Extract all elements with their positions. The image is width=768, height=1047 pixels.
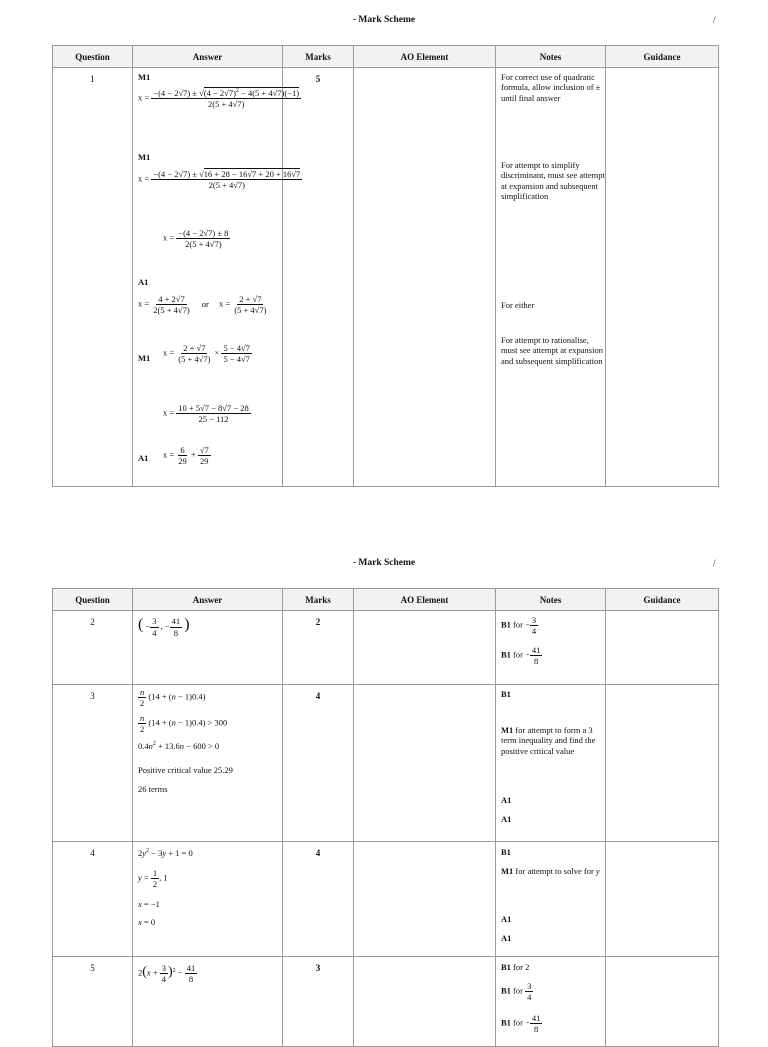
answer-cell (133, 68, 301, 487)
ao-element-cell (354, 685, 496, 842)
notes-cell (496, 68, 606, 487)
note: For attempt to rationalise, must see attempt at expansion and subsequent simplification (501, 335, 603, 366)
guidance-cell (606, 611, 719, 685)
col-answer: Answer (133, 589, 283, 611)
col-marks: Marks (283, 46, 354, 68)
quadratic-formula: x = $\frac{-(4 - 2√7) \pm √(4 - 2√7)^2 - 4(5 + 4√7)(-1)}{2(5 + 4√7)}$ (138, 88, 300, 110)
note: B1 for − $\frac{41}{8}$ (501, 645, 541, 667)
note: A1 (501, 814, 512, 824)
note: A1 (501, 795, 512, 805)
col-ao-element: AO Element (354, 589, 496, 611)
notes-cell (496, 611, 606, 685)
answer-cell (133, 957, 283, 1047)
table-row (53, 685, 719, 842)
answer-cell (133, 685, 283, 842)
note: For either (501, 300, 535, 310)
question-number: 1 (53, 68, 133, 487)
answer-line: $\frac{n}{2}$ (14 + (n − 1)0.4) (140, 687, 206, 709)
note: For attempt to simplify discriminant, must see attempt at expansion and subsequent simplification (501, 160, 605, 202)
question-number: 3 (53, 685, 133, 842)
answer-cell (133, 842, 283, 957)
page-marker: / (713, 558, 716, 568)
guidance-cell (606, 685, 719, 842)
marks-value: 4 (283, 685, 354, 842)
marks-value: 5 (283, 68, 354, 487)
answer-cell (133, 611, 283, 685)
answer-line: x = −1 (138, 899, 160, 909)
rationalise-expression: x = $\frac{2 + √7}{(5 + 4√7)}$ × $\frac{5 - 4√7}{5 - 4√7}$ (163, 343, 250, 365)
table-row (53, 68, 719, 487)
guidance-cell (606, 957, 719, 1047)
col-guidance: Guidance (606, 46, 719, 68)
page-marker: / (713, 15, 716, 25)
col-question: Question (53, 589, 133, 611)
expansion-expression: x = $\frac{10 + 5√7 - 8√7 - 28}{25 - 112}$ (163, 403, 249, 425)
col-question: Question (53, 46, 133, 68)
col-guidance: Guidance (606, 589, 719, 611)
note: B1 for $\frac{3}{4}$ (501, 981, 532, 1003)
note: A1 (501, 933, 512, 943)
mark-scheme-table (52, 45, 719, 487)
note: For correct use of quadratic formula, allow inclusion of ± until final answer (501, 72, 601, 103)
answer-line: x = 0 (138, 917, 156, 927)
note: M1 for attempt to solve for y (501, 866, 600, 876)
notes-cell (496, 842, 606, 957)
discriminant-expression: x = $\frac{-(4 - 2√7) \pm √16 + 28 - 16√7 + 20 + 16√7}{2(5 + 4√7)}$ (138, 169, 301, 191)
simplified-expression: x = $\frac{-(4 - 2√7) \pm 8}{2(5 + 4√7)}$ (163, 228, 229, 250)
answer-expression: 2(x + $\frac{3}{4}$ )$^2$ − $\frac{41}{8}$ (138, 963, 196, 985)
note: B1 for − $\frac{3}{4}$ (501, 615, 537, 637)
note: B1 (501, 689, 511, 699)
question-number: 4 (53, 842, 133, 957)
mark-label: M1 (138, 353, 151, 363)
answer-line: $2y^2 - 3y + 1 = 0$ (138, 848, 193, 858)
col-notes: Notes (496, 589, 606, 611)
col-ao-element: AO Element (354, 46, 496, 68)
ao-element-cell (354, 68, 496, 487)
table-row (53, 611, 719, 685)
table-header-row (53, 46, 719, 68)
note: B1 (501, 847, 511, 857)
table-header-row (53, 589, 719, 611)
col-marks: Marks (283, 589, 354, 611)
marks-value: 4 (283, 842, 354, 957)
answer-line: 26 terms (138, 784, 168, 794)
table-row (53, 957, 719, 1047)
note: B1 for − $\frac{41}{8}$ (501, 1013, 541, 1035)
answer-line: $0.4n^2 + 13.6n - 600 > 0$ (138, 741, 220, 751)
page-header: - Mark Scheme (352, 15, 416, 25)
note: B1 for 2 (501, 962, 530, 972)
ao-element-cell (354, 957, 496, 1047)
notes-cell (496, 957, 606, 1047)
question-number: 2 (53, 611, 133, 685)
ao-element-cell (354, 611, 496, 685)
col-answer: Answer (133, 46, 283, 68)
mark-scheme-table (52, 588, 719, 1047)
table-row (53, 842, 719, 957)
mark-label: M1 (138, 152, 151, 162)
col-notes: Notes (496, 46, 606, 68)
note: M1 for attempt to form a 3 term inequality and find the positive critical value (501, 725, 596, 756)
answer-line: $\frac{n}{2}$ (14 + (n − 1)0.4) > 300 (140, 713, 228, 735)
page-header: - Mark Scheme (352, 558, 416, 568)
mark-label: A1 (138, 277, 149, 287)
note: A1 (501, 914, 512, 924)
answer-line: Positive critical value 25.29 (138, 765, 233, 775)
answer-line: y = $\frac{1}{2}$ , 1 (138, 868, 168, 890)
mark-label: A1 (138, 453, 149, 463)
answer-expression: ( − $\frac{3}{4}$ , − $\frac{41}{8}$ ) (138, 616, 190, 638)
guidance-cell (606, 68, 719, 487)
final-answer: x = $\frac{6}{29}$ + $\frac{√7}{29}$ (163, 445, 209, 467)
either-expression: x = $\frac{4 + 2√7}{2(5 + 4√7)}$ or x = $\frac{2 + √7}{(5 + 4√7)}$ (138, 294, 267, 316)
marks-value: 3 (283, 957, 354, 1047)
question-number: 5 (53, 957, 133, 1047)
ao-element-cell (354, 842, 496, 957)
mark-label: M1 (138, 72, 151, 82)
notes-cell (496, 685, 606, 842)
guidance-cell (606, 842, 719, 957)
marks-value: 2 (283, 611, 354, 685)
